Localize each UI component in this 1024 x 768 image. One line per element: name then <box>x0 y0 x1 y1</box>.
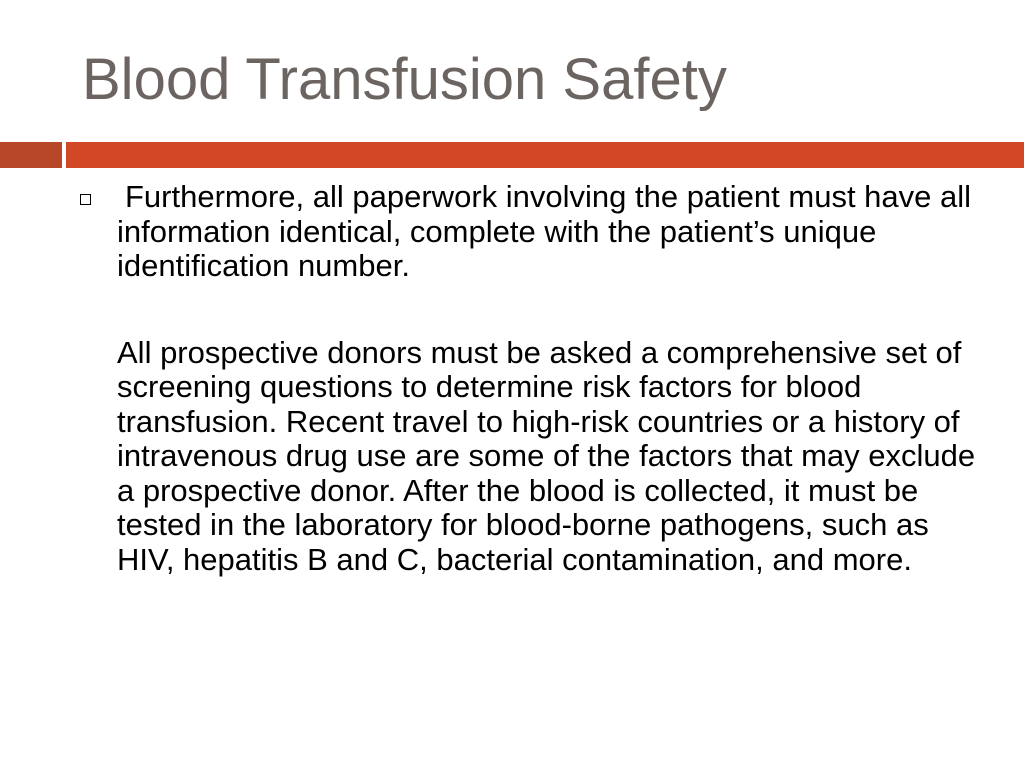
title-rule-right-segment <box>66 142 1024 168</box>
body-paragraph-1 <box>117 180 977 284</box>
slide-body <box>117 180 977 577</box>
slide-title: Blood Transfusion Safety <box>82 47 727 112</box>
square-bullet-icon <box>80 194 91 205</box>
body-paragraph-2: All prospective donors must be asked a comprehensive set of screening questions to determine risk factors for blood transfusion. Recent travel to high-risk countries or a history of intravenous drug use are some of the factors that may exclude a prospective donor. After the blood is collected, it must be tested in the laboratory for blood-borne pathogens, such as HIV, hepatitis B and C, bacterial contamination, and more. <box>117 334 976 577</box>
body-paragraph-1-text: Furthermore, all paperwork involving the patient must have all information identical, complete with the patient’s unique identification number. <box>117 179 972 283</box>
title-rule-left-segment <box>0 142 62 168</box>
